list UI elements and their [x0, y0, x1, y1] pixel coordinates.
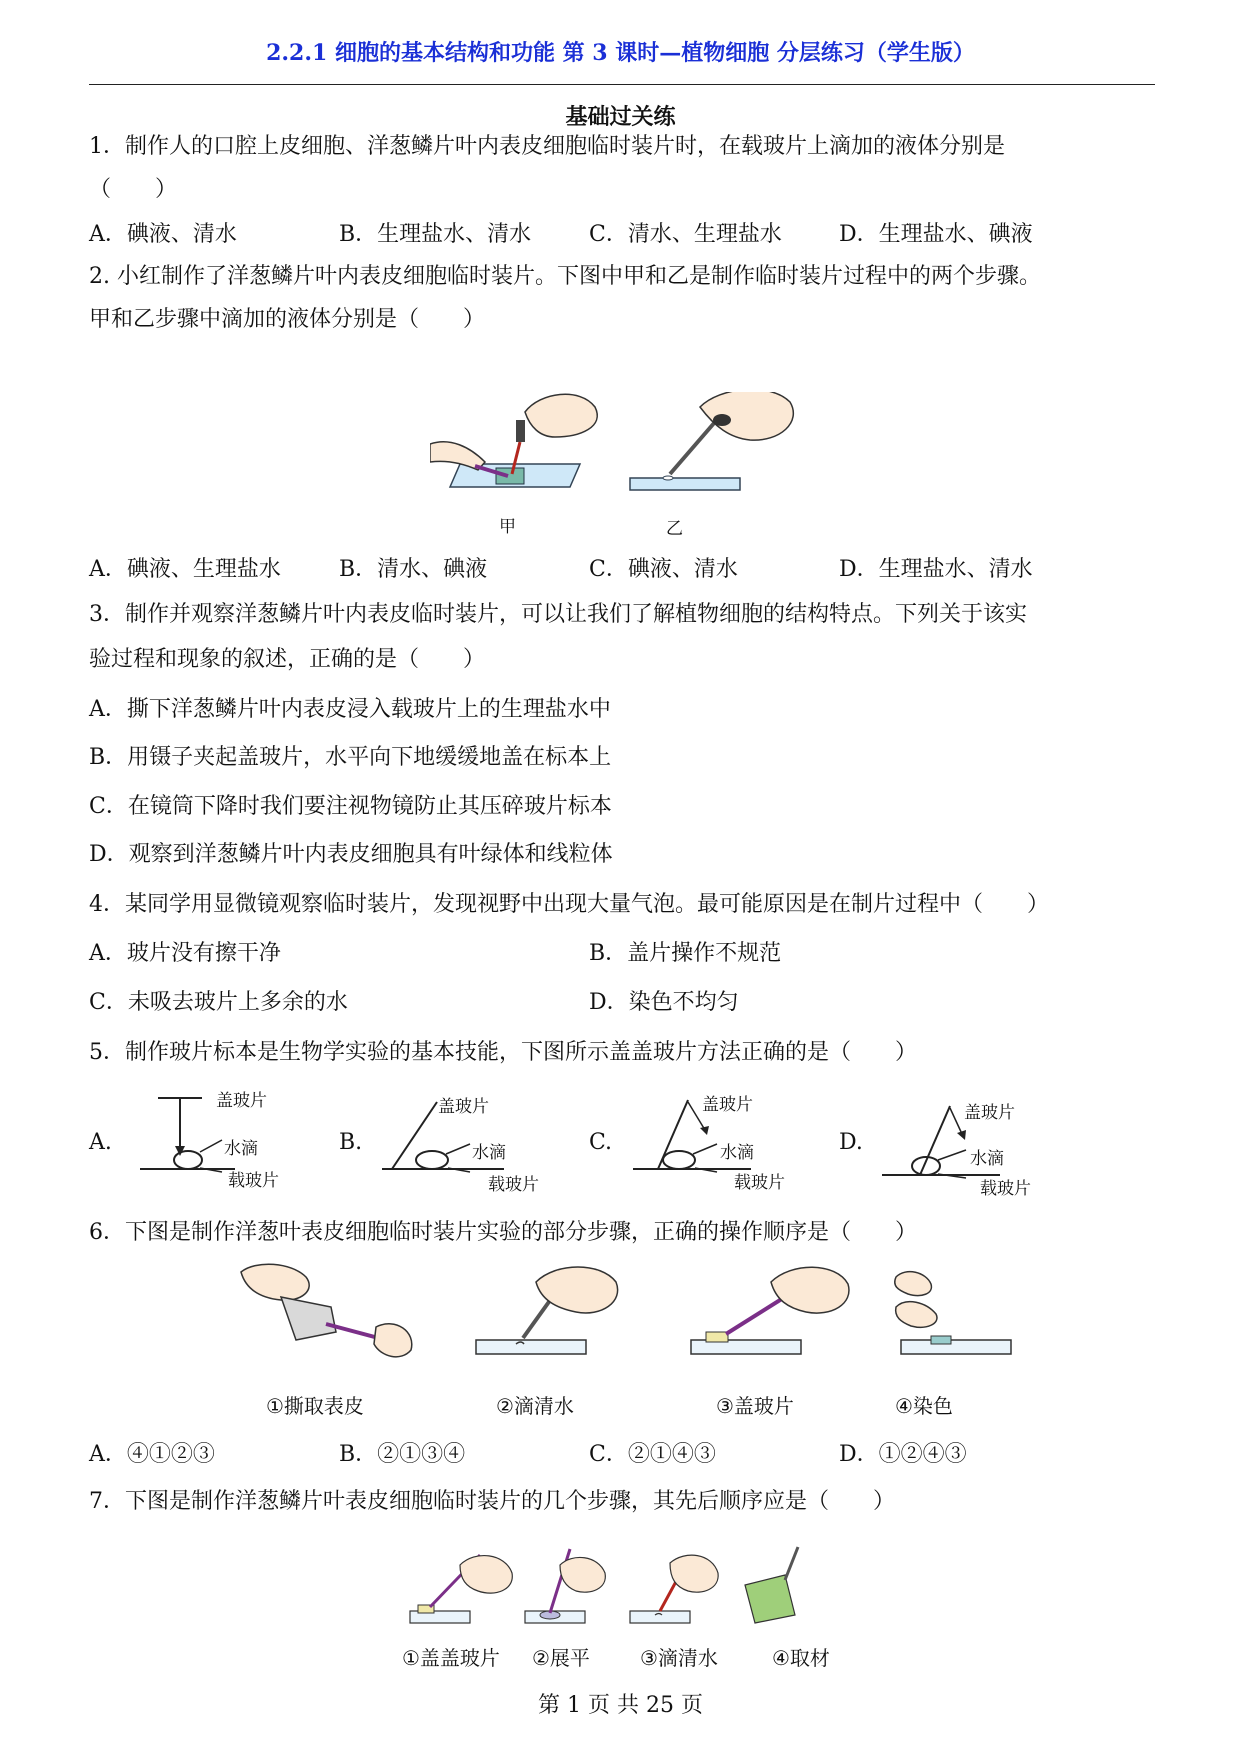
q2-figure-label-jia: 甲 — [499, 517, 516, 537]
q2-figure-jia — [430, 394, 597, 487]
q5-d-label-cover: 盖玻片 — [964, 1103, 1015, 1123]
q1-option-c: C．清水、生理盐水 — [589, 222, 782, 247]
q6-step2-illustration — [476, 1267, 618, 1354]
page-header-title: 2.2.1 细胞的基本结构和功能 第 3 课时—植物细胞 分层练习（学生版） — [266, 40, 975, 66]
q6-figure-label-2: ②滴清水 — [496, 1394, 574, 1418]
q5-a-label-slide: 载玻片 — [228, 1171, 279, 1191]
q6-option-d: D．①②④③ — [839, 1442, 967, 1467]
q1-stem-line2: （ ） — [89, 177, 178, 202]
q2-figure-label-yi: 乙 — [666, 519, 683, 539]
q5-b-label-water: 水滴 — [472, 1143, 506, 1163]
q4-stem-line1: 4．某同学用显微镜观察临时装片，发现视野中出现大量气泡。最可能原因是在制片过程中（ ） — [89, 892, 1050, 917]
q6-step3-illustration — [691, 1267, 849, 1354]
q2-option-c: C．碘液、清水 — [589, 557, 738, 582]
q5-stem-line1: 5．制作玻片标本是生物学实验的基本技能，下图所示盖盖玻片方法正确的是（ ） — [89, 1040, 917, 1065]
q5-b-label-slide: 载玻片 — [488, 1175, 539, 1195]
q5-c-label-water: 水滴 — [720, 1143, 754, 1163]
section-title: 基础过关练 — [565, 104, 676, 130]
q7-step3-illustration — [630, 1555, 718, 1623]
q2-figure — [430, 392, 810, 540]
q2-figure-yi — [630, 392, 793, 490]
q7-figure-label-3: ③滴清水 — [640, 1646, 718, 1670]
q2-stem-line2: 甲和乙步骤中滴加的液体分别是（ ） — [89, 307, 486, 332]
q5-c-label-slide: 载玻片 — [734, 1173, 785, 1193]
q4-option-d: D．染色不均匀 — [589, 990, 739, 1015]
q2-option-a: A．碘液、生理盐水 — [89, 557, 281, 582]
q3-stem-line1: 3．制作并观察洋葱鳞片叶内表皮临时装片，可以让我们了解植物细胞的结构特点。下列关于该实 — [89, 602, 1028, 627]
q5-option-c: C. — [589, 1130, 613, 1155]
q6-option-c: C．②①④③ — [589, 1442, 716, 1467]
q1-option-a: A．碘液、清水 — [89, 222, 237, 247]
q7-step1-illustration — [410, 1555, 512, 1623]
q7-figure — [400, 1545, 850, 1635]
q6-step4-illustration — [895, 1272, 1011, 1354]
q5-b-label-cover: 盖玻片 — [438, 1097, 489, 1117]
q6-figure-label-3: ③盖玻片 — [716, 1394, 794, 1418]
q1-stem-line1: 1．制作人的口腔上皮细胞、洋葱鳞片叶内表皮细胞临时装片时，在载玻片上滴加的液体分别是 — [89, 134, 1006, 159]
q6-option-b: B．②①③④ — [339, 1442, 466, 1467]
q5-option-a: A. — [89, 1130, 112, 1155]
q2-option-b: B．清水、碘液 — [339, 557, 488, 582]
q7-stem-line1: 7．下图是制作洋葱鳞片叶表皮细胞临时装片的几个步骤，其先后顺序应是（ ） — [89, 1489, 895, 1514]
q6-figure-label-1: ①撕取表皮 — [266, 1394, 364, 1418]
q5-d-label-water: 水滴 — [970, 1149, 1004, 1169]
q3-stem-line2: 验过程和现象的叙述，正确的是（ ） — [89, 647, 486, 672]
q3-option-a: A．撕下洋葱鳞片叶内表皮浸入载玻片上的生理盐水中 — [89, 697, 611, 722]
q5-a-label-water: 水滴 — [224, 1139, 258, 1159]
q6-figure — [236, 1262, 1016, 1372]
q4-option-c: C．未吸去玻片上多余的水 — [89, 990, 348, 1015]
q7-figure-label-4: ④取材 — [772, 1646, 830, 1670]
q3-option-d: D．观察到洋葱鳞片叶内表皮细胞具有叶绿体和线粒体 — [89, 842, 613, 867]
q3-option-c: C．在镜筒下降时我们要注视物镜防止其压碎玻片标本 — [89, 794, 612, 819]
q7-step4-illustration — [745, 1547, 798, 1623]
q5-c-label-cover: 盖玻片 — [702, 1095, 753, 1115]
q2-stem-line1: 2. 小红制作了洋葱鳞片叶内表皮细胞临时装片。下图中甲和乙是制作临时装片过程中的两个步骤。 — [89, 264, 1041, 289]
q5-option-b: B. — [339, 1130, 363, 1155]
q3-option-b: B．用镊子夹起盖玻片，水平向下地缓缓地盖在标本上 — [89, 745, 612, 770]
q4-option-a: A．玻片没有擦干净 — [89, 941, 281, 966]
q5-a-label-cover: 盖玻片 — [216, 1091, 267, 1111]
q5-d-label-slide: 载玻片 — [980, 1179, 1031, 1199]
q7-figure-label-2: ②展平 — [532, 1646, 590, 1670]
q7-figure-label-1: ①盖盖玻片 — [402, 1646, 500, 1670]
q7-step2-illustration — [525, 1549, 605, 1623]
header-divider — [89, 84, 1155, 85]
q6-stem-line1: 6．下图是制作洋葱叶表皮细胞临时装片实验的部分步骤，正确的操作顺序是（ ） — [89, 1220, 917, 1245]
q6-step1-illustration — [241, 1264, 412, 1357]
page-footer: 第 1 页 共 25 页 — [538, 1693, 703, 1718]
q4-option-b: B．盖片操作不规范 — [589, 941, 782, 966]
q5-option-d: D. — [839, 1130, 863, 1155]
q1-option-b: B．生理盐水、清水 — [339, 222, 532, 247]
q2-option-d: D．生理盐水、清水 — [839, 557, 1033, 582]
q6-option-a: A．④①②③ — [89, 1442, 215, 1467]
q1-option-d: D．生理盐水、碘液 — [839, 222, 1033, 247]
q6-figure-label-4: ④染色 — [895, 1394, 953, 1418]
